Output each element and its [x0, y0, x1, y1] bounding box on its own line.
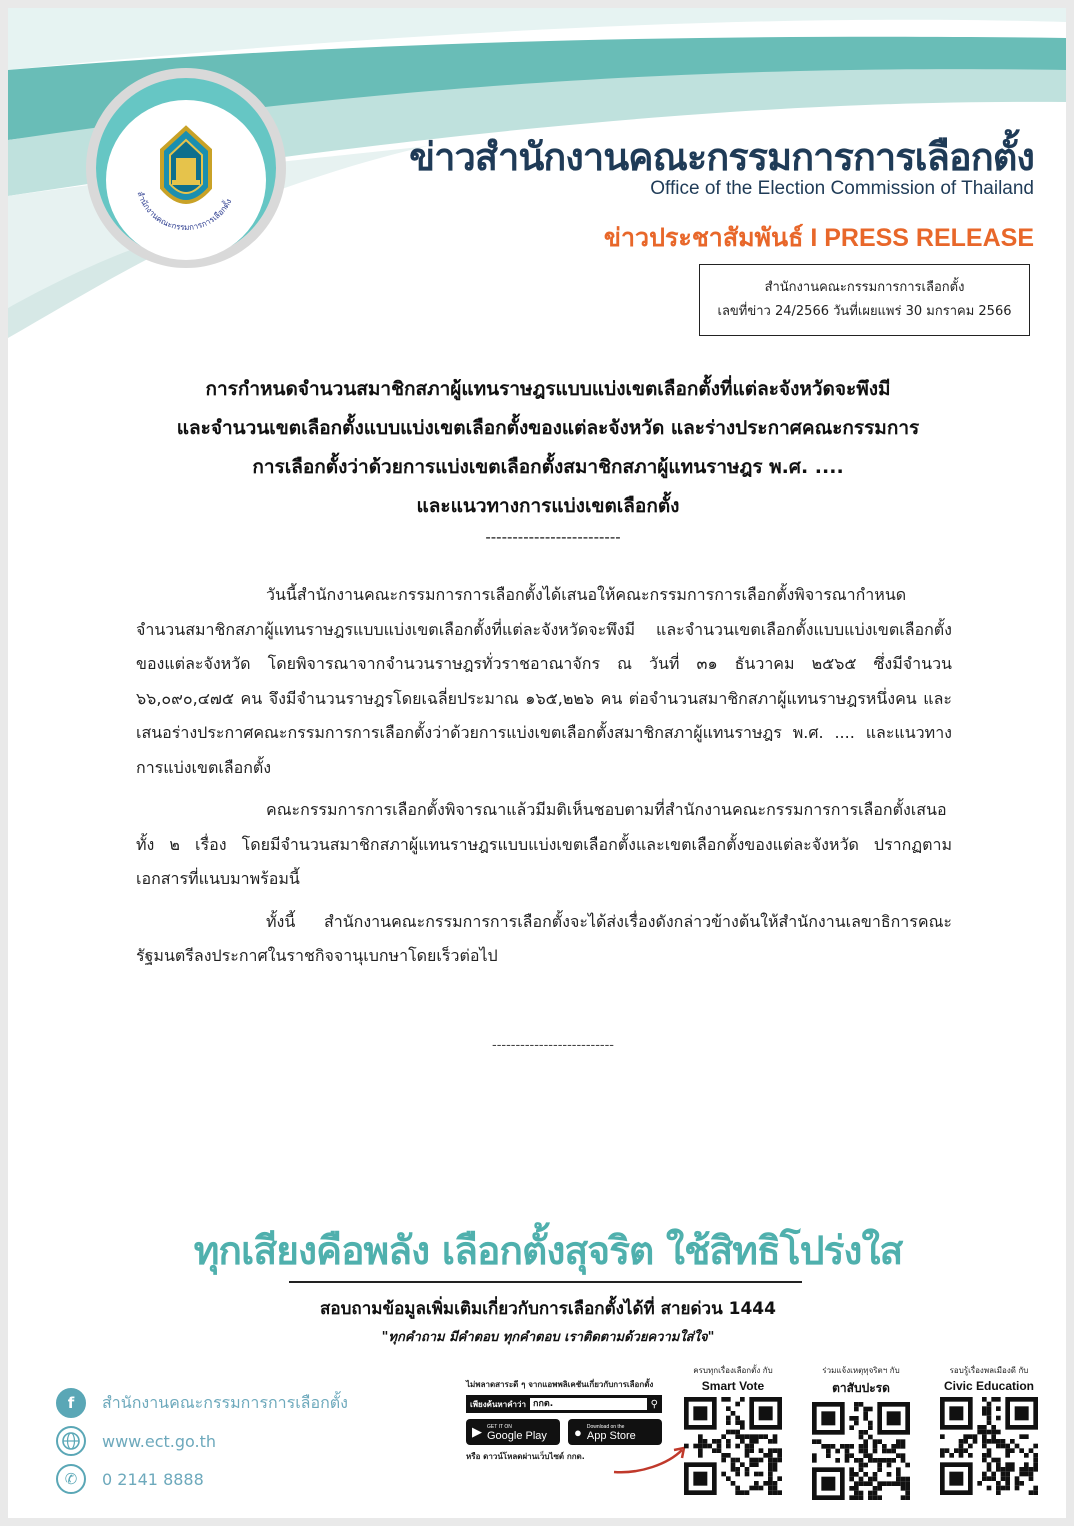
end-divider: --------------------------: [492, 1038, 614, 1053]
headline-line-1: การกำหนดจำนวนสมาชิกสภาผู้แทนราษฎรแบบแบ่งเขตเลือกตั้งที่แต่ละจังหวัดจะพึงมี: [205, 378, 891, 400]
app-search-bar: [466, 1395, 662, 1413]
google-play-label: Google Play: [487, 1430, 547, 1442]
ect-seal-logo: [106, 100, 266, 260]
qr-smart-vote[interactable]: [678, 1364, 788, 1495]
apple-icon: ●: [574, 1424, 582, 1440]
body-paragraph-3: ทั้งนี้ สำนักงานคณะกรรมการการเลือกตั้งจะได้ส่งเรื่องดังกล่าวข้างต้นให้สำนักงานเลขาธิการคณะรัฐมนตรีลงประกาศในราชกิจจานุเบกษาโดยเร็วต่อไป: [136, 911, 952, 965]
app-store-button[interactable]: [568, 1419, 662, 1445]
hotline-quote: "ทุกคำถาม มีคำตอบ ทุกคำตอบ เราติดตามด้วยความใส่ใจ": [381, 1330, 715, 1345]
slogan: ทุกเสียงคือพลัง เลือกตั้งสุจริต ใช้สิทธิโปร่งใส: [193, 1229, 903, 1274]
facebook-text: สำนักงานคณะกรรมการการเลือกตั้ง: [102, 1392, 348, 1412]
press-release-page: [8, 8, 1066, 1518]
search-label: เพียงค้นหาคำว่า: [470, 1399, 527, 1409]
website-text: www.ect.go.th: [102, 1431, 217, 1451]
page-subtitle: Office of the Election Commission of Thailand: [650, 178, 1034, 199]
body-text: [136, 578, 952, 982]
info-office: สำนักงานคณะกรรมการการเลือกตั้ง: [764, 280, 965, 295]
phone-icon: ✆: [56, 1464, 86, 1494]
facebook-icon: f: [56, 1388, 86, 1418]
contact-website[interactable]: [56, 1424, 376, 1458]
slogan-underline: [289, 1281, 802, 1283]
qr-tasapparot[interactable]: [806, 1364, 916, 1500]
google-play-small: GET IT ON: [487, 1424, 512, 1430]
qr-caption: ครบทุกเรื่องเลือกตั้ง กับ: [693, 1366, 773, 1375]
headline-divider: -------------------------: [485, 528, 621, 546]
search-icon: ⚲: [650, 1398, 658, 1410]
seal-emblem-icon: [106, 100, 266, 260]
qr-caption: ร่วมแจ้งเหตุทุจริตฯ กับ: [822, 1366, 900, 1375]
hotline-text: สอบถามข้อมูลเพิ่มเติมเกี่ยวกับการเลือกตั้งได้ที่ สายด่วน 1444: [320, 1299, 776, 1319]
app-store-small: Download on the: [586, 1424, 625, 1430]
phone-text: 0 2141 8888: [102, 1469, 204, 1489]
play-store-icon: ▶: [472, 1424, 482, 1439]
app-store-label: App Store: [586, 1430, 636, 1442]
body-paragraph-2: คณะกรรมการการเลือกตั้งพิจารณาแล้วมีมติเห็นชอบตามที่สำนักงานคณะกรรมการการเลือกตั้งเสนอทั้ง ๒ เรื่อง โดยมีจำนวนสมาชิกสภาผู้แทนราษฎรแบบแบ่งเขตเลือกตั้งและเขตเลือกตั้งของแต่ละจังหวัด ปรากฏตามเอกสารที่แนบมาพร้อมนี้: [136, 800, 952, 888]
qr-name: ตาสับปะรด: [832, 1381, 890, 1395]
info-number-date: เลขที่ข่าว 24/2566 วันที่เผยแพร่ 30 มกราคม 2566: [717, 304, 1012, 319]
body-paragraph-1: วันนี้สำนักงานคณะกรรมการการเลือกตั้งได้เสนอให้คณะกรรมการการเลือกตั้งพิจารณากำหนดจำนวนสมาชิกสภาผู้แทนราษฎรแบบแบ่งเขตเลือกตั้งที่แต่ละจังหวัดจะพึงมี และจำนวนเขตเลือกตั้งแบบแบ่งเขตเลือกตั้งของแต่ละจังหวัด โดยพิจารณาจากจำนวนราษฎรทั่วราชอาณาจักร ณ วันที่ ๓๑ ธันวาคม ๒๕๖๕ ซึ่งมีจำนวน ๖๖,๐๙๐,๔๗๕ คน จึงมีจำนวนราษฎรโดยเฉลี่ยประมาณ ๑๖๕,๒๒๖ คน ต่อจำนวนสมาชิกสภาผู้แทนราษฎรหนึ่งคน และเสนอร่างประกาศคณะกรรมการการเลือกตั้งว่าด้วยการแบ่งเขตเลือกตั้งสมาชิกสภาผู้แทนราษฎร พ.ศ. .... และแนวทางการแบ่งเขตเลือกตั้ง: [136, 585, 952, 777]
news-info-box: [699, 264, 1030, 336]
qr-code-icon: [684, 1397, 782, 1495]
headline-line-3: การเลือกตั้งว่าด้วยการแบ่งเขตเลือกตั้งสมาชิกสภาผู้แทนราษฎร พ.ศ. ....: [252, 456, 844, 478]
headline-line-2: และจำนวนเขตเลือกตั้งแบบแบ่งเขตเลือกตั้งของแต่ละจังหวัด และร่างประกาศคณะกรรมการ: [176, 417, 920, 439]
website-download-text: หรือ ดาวน์โหลดผ่านเว็บไซต์ กกต.: [466, 1452, 585, 1461]
google-play-button[interactable]: [466, 1419, 560, 1445]
qr-name: Smart Vote: [701, 1379, 765, 1393]
qr-code-icon: [940, 1397, 1038, 1495]
app-tip: ไม่พลาดสาระดี ๆ จากแอพพลิเคชันเกี่ยวกับการเลือกตั้ง: [466, 1380, 654, 1389]
contact-facebook[interactable]: [56, 1386, 376, 1420]
seal-text: สำนักงานคณะกรรมการการเลือกตั้ง: [135, 190, 234, 233]
headline: [98, 370, 998, 526]
qr-civic-education[interactable]: [934, 1364, 1044, 1495]
search-value: กกต.: [530, 1398, 647, 1410]
qr-code-icon: [812, 1402, 910, 1500]
qr-name: Civic Education: [943, 1379, 1035, 1393]
press-release-label: ข่าวประชาสัมพันธ์ I PRESS RELEASE: [603, 224, 1034, 252]
headline-line-4: และแนวทางการแบ่งเขตเลือกตั้ง: [416, 495, 680, 517]
contact-phone[interactable]: [56, 1462, 376, 1496]
page-title: ข่าวสำนักงานคณะกรรมการการเลือกตั้ง: [409, 135, 1034, 179]
globe-icon: [56, 1426, 86, 1456]
qr-caption: รอบรู้เรื่องพลเมืองดี กับ: [949, 1366, 1029, 1375]
